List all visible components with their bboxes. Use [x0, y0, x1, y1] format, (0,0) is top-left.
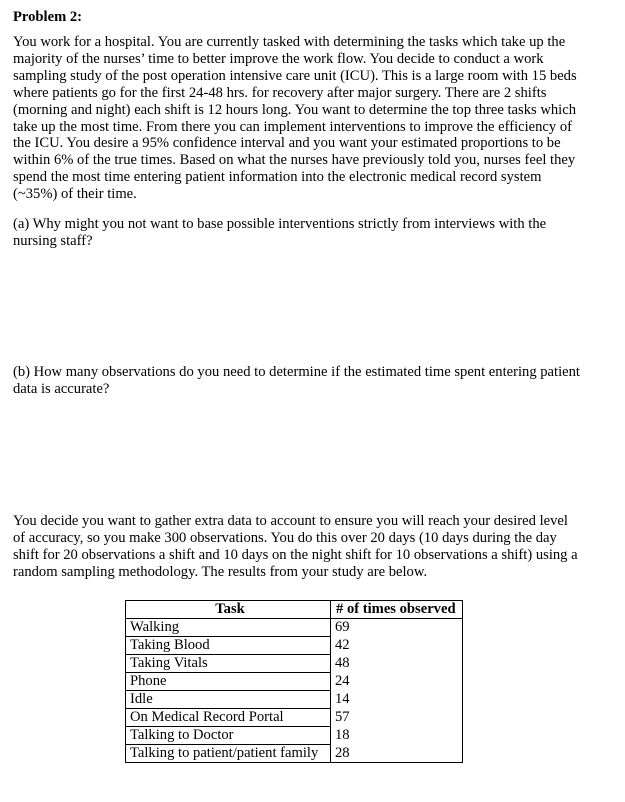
table-header-row [126, 601, 463, 619]
problem-title: Problem 2: [13, 9, 83, 25]
task-column-header: Task [126, 601, 331, 619]
task-cell: Talking to Doctor [126, 727, 331, 745]
count-cell: 42 [331, 637, 463, 655]
task-cell: Phone [126, 673, 331, 691]
table-row [126, 637, 463, 655]
question-b: (b) How many observations do you need to determine if the estimated time spent entering patient data is accurate? [13, 364, 580, 397]
extra-data-paragraph: You decide you want to gather extra data to account to ensure you will reach your desired level of accuracy, so you make 300 observations. You do this over 20 days (10 days during the day shift for 20 observations a shift and 10 days on the night shift for 10 observations a shift) using a random sampling methodology. The results from your study are below. [13, 513, 578, 580]
task-cell: Walking [126, 619, 331, 637]
count-cell: 69 [331, 619, 463, 637]
task-cell: Taking Vitals [126, 655, 331, 673]
table-row [126, 691, 463, 709]
count-column-header: # of times observed [331, 601, 463, 619]
count-cell: 18 [331, 727, 463, 745]
table-row [126, 673, 463, 691]
count-cell: 14 [331, 691, 463, 709]
task-cell: Taking Blood [126, 637, 331, 655]
table-row [126, 745, 463, 763]
count-cell: 24 [331, 673, 463, 691]
table-row [126, 619, 463, 637]
table-row [126, 727, 463, 745]
table-row [126, 709, 463, 727]
task-cell: Idle [126, 691, 331, 709]
count-cell: 48 [331, 655, 463, 673]
task-cell: Talking to patient/patient family [126, 745, 331, 763]
question-a: (a) Why might you not want to base possible interventions strictly from interviews with the nursing staff? [13, 216, 547, 249]
document-page [13, 9, 613, 761]
results-table [125, 600, 463, 763]
task-cell: On Medical Record Portal [126, 709, 331, 727]
intro-paragraph: You work for a hospital. You are currently tasked with determining the tasks which take up the majority of the nurses’ time to better improve the work flow. You decide to conduct a work sampling study of the post operation intensive care unit (ICU). This is a large room with 15 beds where patients go for the first 24-48 hrs. for recovery after major surgery. There are 2 shifts (morning and night) each shift is 12 hours long. You want to determine the top three tasks which take up the most time. From there you can implement interventions to improve the efficiency of the ICU. You desire a 95% confidence interval and you want your estimated proportions to be within 6% of the true times. Based on what the nurses have previously told you, nurses feel they spend the most time entering patient information into the electronic medical record system (~35%) of their time. [13, 34, 577, 203]
count-cell: 28 [331, 745, 463, 763]
count-cell: 57 [331, 709, 463, 727]
table-row [126, 655, 463, 673]
